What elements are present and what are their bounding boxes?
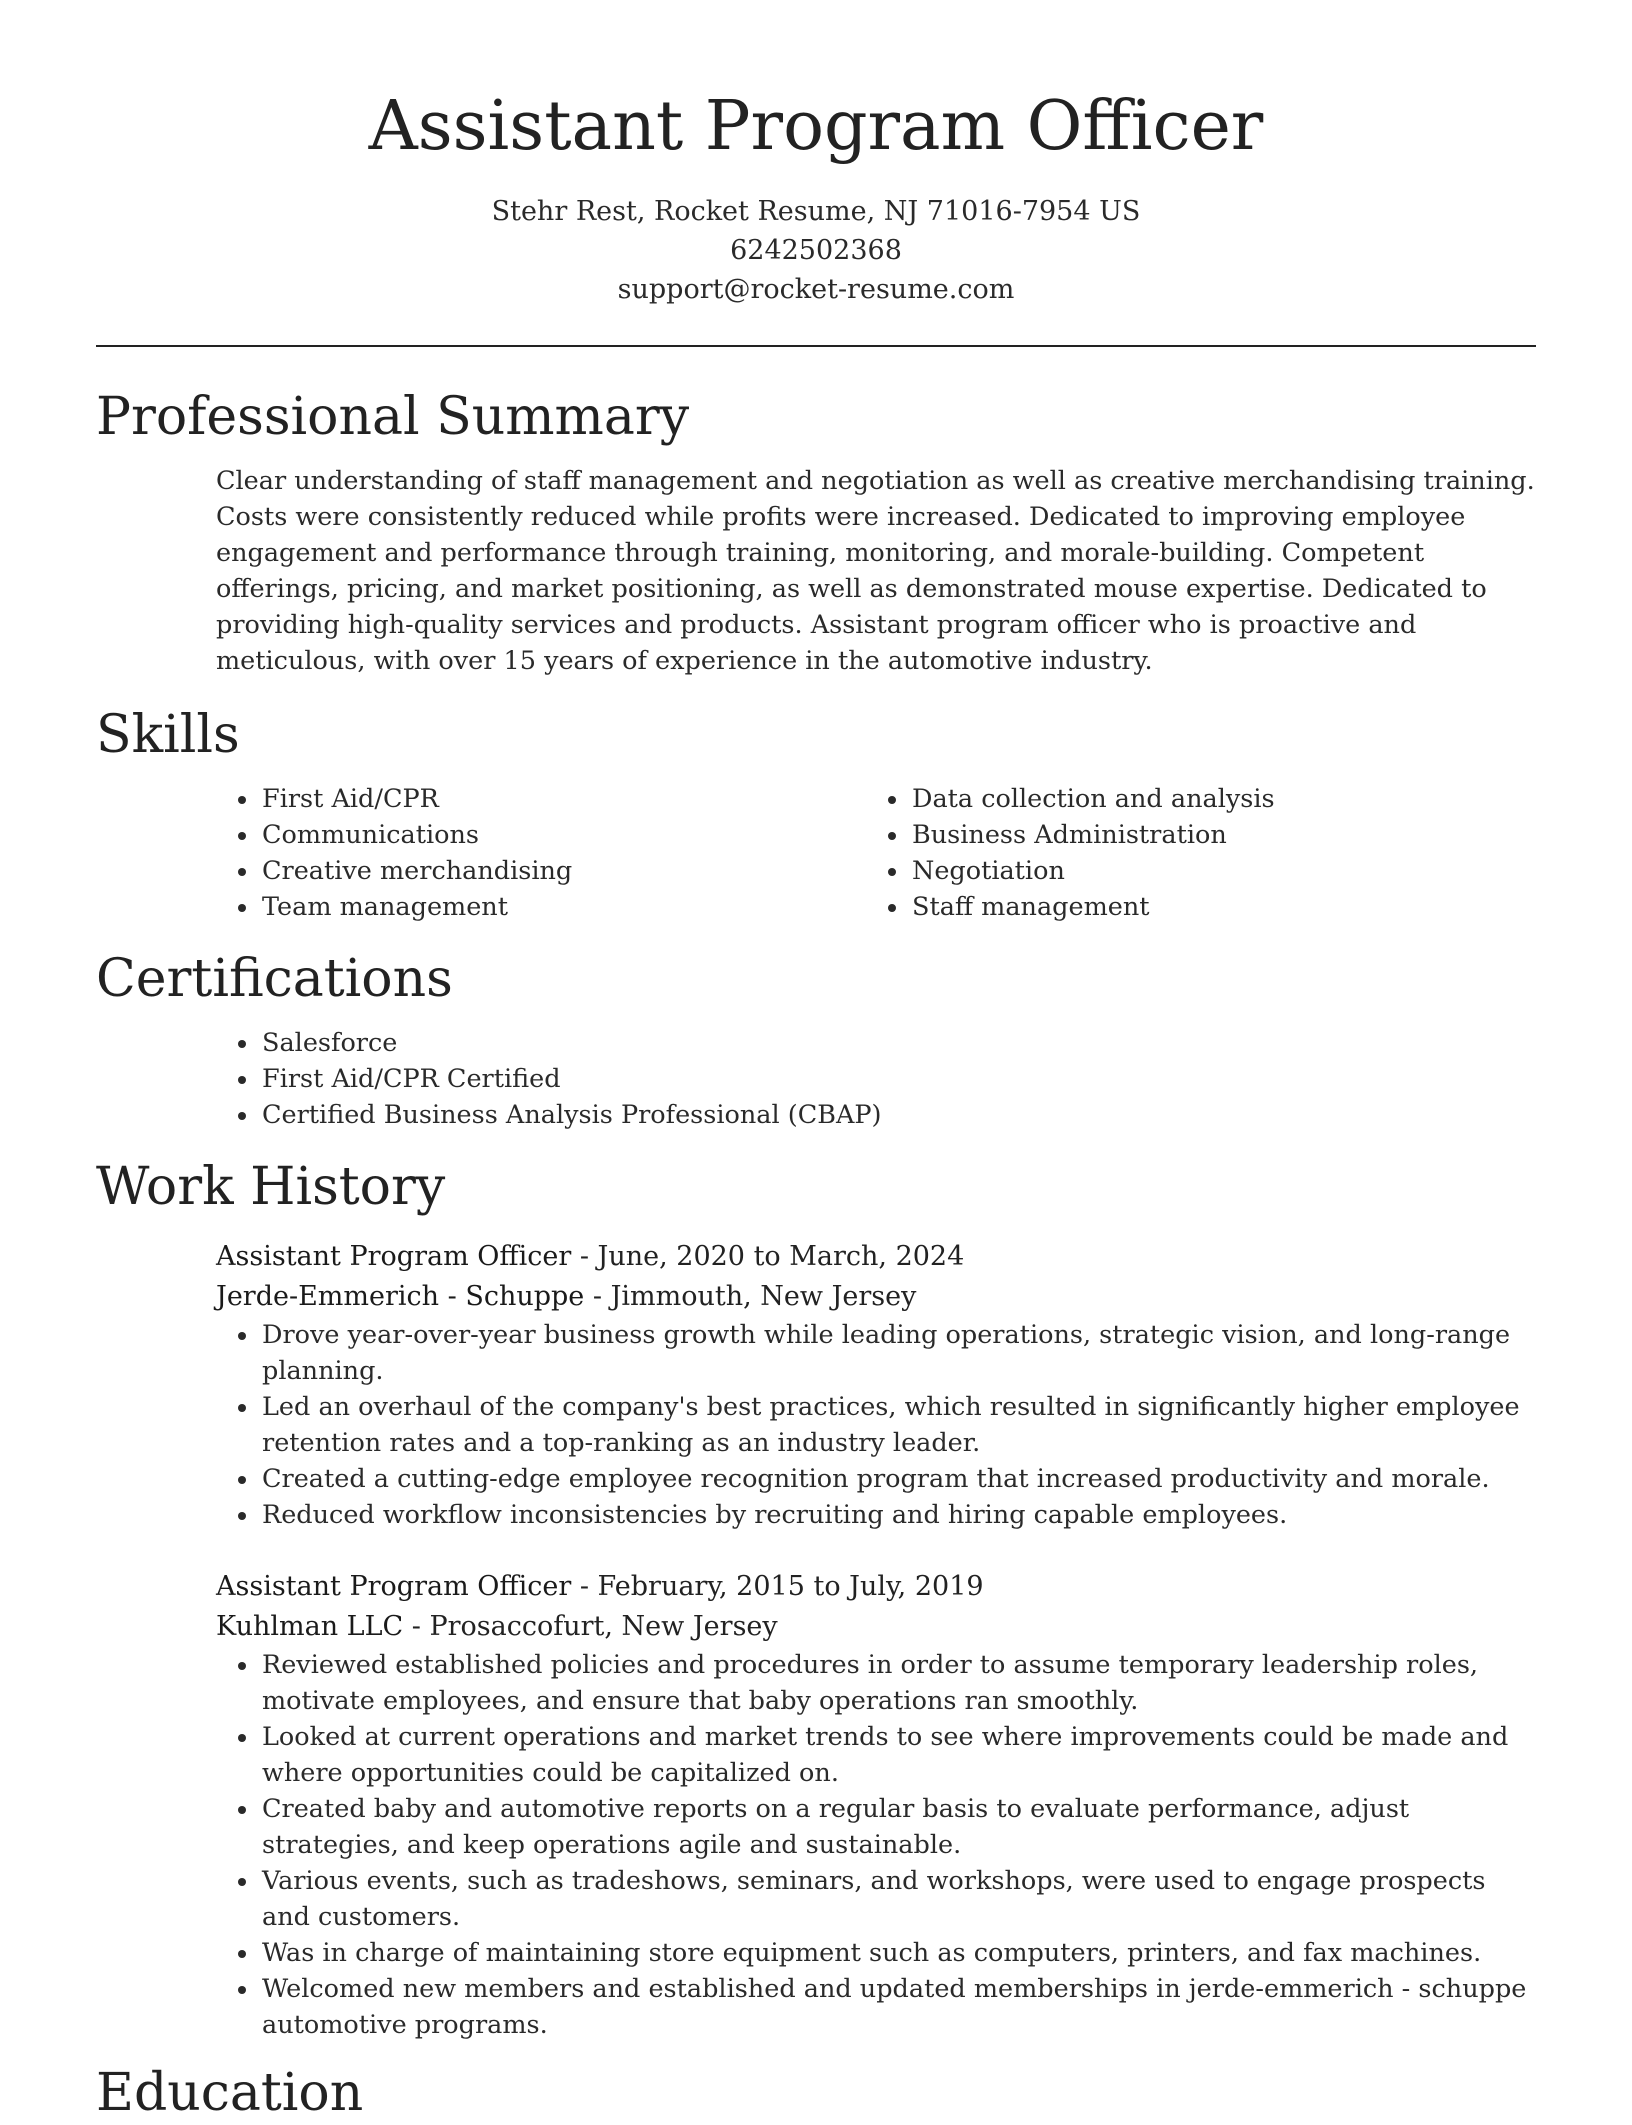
job-bullet: • Created a cutting-edge employee recognition program that increased productivity and morale. xyxy=(260,1461,1536,1497)
job-location: - Jimmouth, New Jersey xyxy=(584,1281,917,1312)
job-title-line xyxy=(216,1237,1536,1277)
skills-column-left xyxy=(216,781,866,925)
job-bullets xyxy=(216,1317,1536,1533)
header-divider xyxy=(96,345,1536,347)
job-bullet: • Led an overhaul of the company's best practices, which resulted in significantly higher employee retention rates and a top-ranking as an industry leader. xyxy=(260,1389,1536,1461)
job-dates: - February, 2015 to July, 2019 xyxy=(571,1571,984,1602)
job-title-line xyxy=(216,1567,1536,1607)
job-bullet: • Reviewed established policies and procedures in order to assume temporary leadership roles, motivate employees, and ensure that baby operations ran smoothly. xyxy=(260,1647,1536,1719)
job-company-line xyxy=(216,1277,1536,1317)
job-company: Kuhlman LLC xyxy=(216,1611,404,1642)
contact-email: support@rocket-resume.com xyxy=(617,274,1015,305)
contact-phone: 6242502368 xyxy=(730,235,902,266)
candidate-name: Assistant Program Officer xyxy=(368,87,1264,166)
resume-header xyxy=(96,0,1536,309)
section-title-skills: Skills xyxy=(96,705,240,765)
skill-item: • Staff management xyxy=(910,889,1516,925)
skill-item: • First Aid/CPR xyxy=(260,781,866,817)
skill-item: • Communications xyxy=(260,817,866,853)
section-title-education: Education xyxy=(96,2063,364,2123)
skill-item: • Team management xyxy=(260,889,866,925)
skill-item: • Business Administration xyxy=(910,817,1516,853)
certification-item: • Salesforce xyxy=(260,1025,1536,1061)
job-bullet: • Reduced workflow inconsistencies by recruiting and hiring capable employees. xyxy=(260,1497,1536,1533)
skill-item: • Creative merchandising xyxy=(260,853,866,889)
certification-item: • First Aid/CPR Certified xyxy=(260,1061,1536,1097)
job-bullet: • Drove year-over-year business growth while leading operations, strategic vision, and long-range planning. xyxy=(260,1317,1536,1389)
job-company-line xyxy=(216,1607,1536,1647)
section-title-certifications: Certifications xyxy=(96,949,453,1009)
job-bullet: • Various events, such as tradeshows, seminars, and workshops, were used to engage prospects and customers. xyxy=(260,1863,1536,1935)
job-dates: - June, 2020 to March, 2024 xyxy=(571,1241,965,1272)
job-location: - Prosaccofurt, New Jersey xyxy=(403,1611,778,1642)
job-entry xyxy=(216,1567,1536,2043)
job-bullet: • Created baby and automotive reports on a regular basis to evaluate performance, adjust strategies, and keep operations agile and sustainable. xyxy=(260,1791,1536,1863)
contact-block xyxy=(96,192,1536,309)
job-bullet: • Looked at current operations and market trends to see where improvements could be made and where opportunities could be capitalized on. xyxy=(260,1719,1536,1791)
contact-address: Stehr Rest, Rocket Resume, NJ 71016-7954 US xyxy=(491,196,1141,227)
summary-text: Clear understanding of staff management and negotiation as well as creative merchandising training. Costs were consistently reduced while profits were increased. Dedicated to improving employee engagement and performance through training, monitoring, and morale-building. Competent offerings, pricing, and market positioning, as well as demonstrated mouse expertise. Dedicated to providing high-quality services and products. Assistant program officer who is proactive and meticulous, with over 15 years of experience in the automotive industry. xyxy=(216,466,1535,676)
job-entry xyxy=(216,1237,1536,1533)
certification-item: • Certified Business Analysis Professional (CBAP) xyxy=(260,1097,1536,1133)
job-company: Jerde-Emmerich - Schuppe xyxy=(216,1281,585,1312)
certifications-list xyxy=(216,1025,1536,1133)
resume-page xyxy=(96,0,1536,2125)
skill-item: • Negotiation xyxy=(910,853,1516,889)
job-bullet: • Was in charge of maintaining store equipment such as computers, printers, and fax machines. xyxy=(260,1935,1536,1971)
skill-item: • Data collection and analysis xyxy=(910,781,1516,817)
job-role: Assistant Program Officer xyxy=(216,1571,572,1602)
skills-grid xyxy=(216,781,1536,925)
section-title-work-history: Work History xyxy=(96,1157,446,1217)
skills-column-right xyxy=(866,781,1516,925)
job-role: Assistant Program Officer xyxy=(216,1241,572,1272)
section-title-summary: Professional Summary xyxy=(96,387,690,447)
job-bullet: • Welcomed new members and established and updated memberships in jerde-emmerich - schuppe automotive programs. xyxy=(260,1971,1536,2043)
job-bullets xyxy=(216,1647,1536,2043)
